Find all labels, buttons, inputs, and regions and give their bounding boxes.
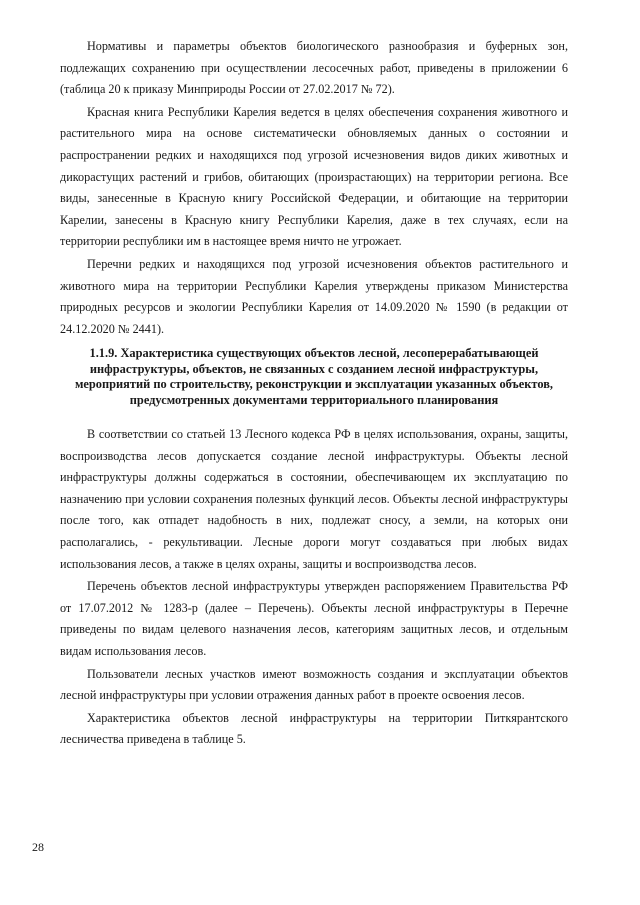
paragraph: Пользователи лесных участков имеют возможность создания и эксплуатации объектов лесной инфраструктуры при условии отражения данных работ в проекте освоения лесов.: [60, 666, 568, 703]
paragraph: Красная книга Республики Карелия ведется в целях обеспечения сохранения животного и растительного мира на основе систематически обновляемых данных о состоянии и распространении редких и находящихся под угрозой исчезновения видов диких животных и дикорастущих растений и грибов, обитающих (произрастающих) на территории региона. Все виды, занесенные в Красную книгу Российской Федерации, и обитающие на территории Карелии, занесены в Красную книгу Республики Карелия, даже в тех случаях, если на территории республики им в настоящее время ничто не угрожает.: [60, 104, 568, 249]
page-number: 28: [32, 840, 44, 854]
body-text-bottom: [60, 424, 568, 751]
paragraph: Перечни редких и находящихся под угрозой исчезновения объектов растительного и животного мира на территории Республики Карелия утверждены приказом Министерства природных ресурсов и экологии Республики Карелия от 14.09.2020 № 1590 (в редакции от 24.12.2020 № 2441).: [60, 256, 568, 336]
paragraph: Перечень объектов лесной инфраструктуры утвержден распоряжением Правительства РФ от 17.07.2012 № 1283-р (далее – Перечень). Объекты лесной инфраструктуры в Перечне приведены по видам целевого назначения лесов, категориям защитных лесов, и отдельным видам использования лесов.: [60, 579, 568, 658]
paragraph: Нормативы и параметры объектов биологического разнообразия и буферных зон, подлежащих сохранению при осуществлении лесосечных работ, приведены в приложении 6 (таблица 20 к приказу Минприроды России от 27.02.2017 № 72).: [60, 39, 568, 97]
section-heading: 1.1.9. Характеристика существующих объектов лесной, лесоперерабатывающей инфраструктуры, объектов, не связанных с созданием лесной инфраструктуры, мероприятий по строительству, реконструкции и эксплуатации указанных объектов, предусмотренных документами территориального планирования: [74, 346, 554, 407]
paragraph: В соответствии со статьей 13 Лесного кодекса РФ в целях использования, охраны, защиты, воспроизводства лесов допускается создание лесной инфраструктуры. Объекты лесной инфраструктуры должны содержаться в состоянии, обеспечивающем их эксплуатацию по назначению при условии сохранения полезных функций лесов. Объекты лесной инфраструктуры после того, как отпадет надобность в них, подлежат сносу, а земли, на которых они располагались, - рекультивации. Лесные дороги могут создаваться при любых видах использования лесов, а также в целях охраны, защиты и воспроизводства лесов.: [60, 427, 568, 571]
paragraph: Характеристика объектов лесной инфраструктуры на территории Питкярантского лесничества приведена в таблице 5.: [60, 710, 568, 747]
body-text-top: [60, 36, 568, 340]
